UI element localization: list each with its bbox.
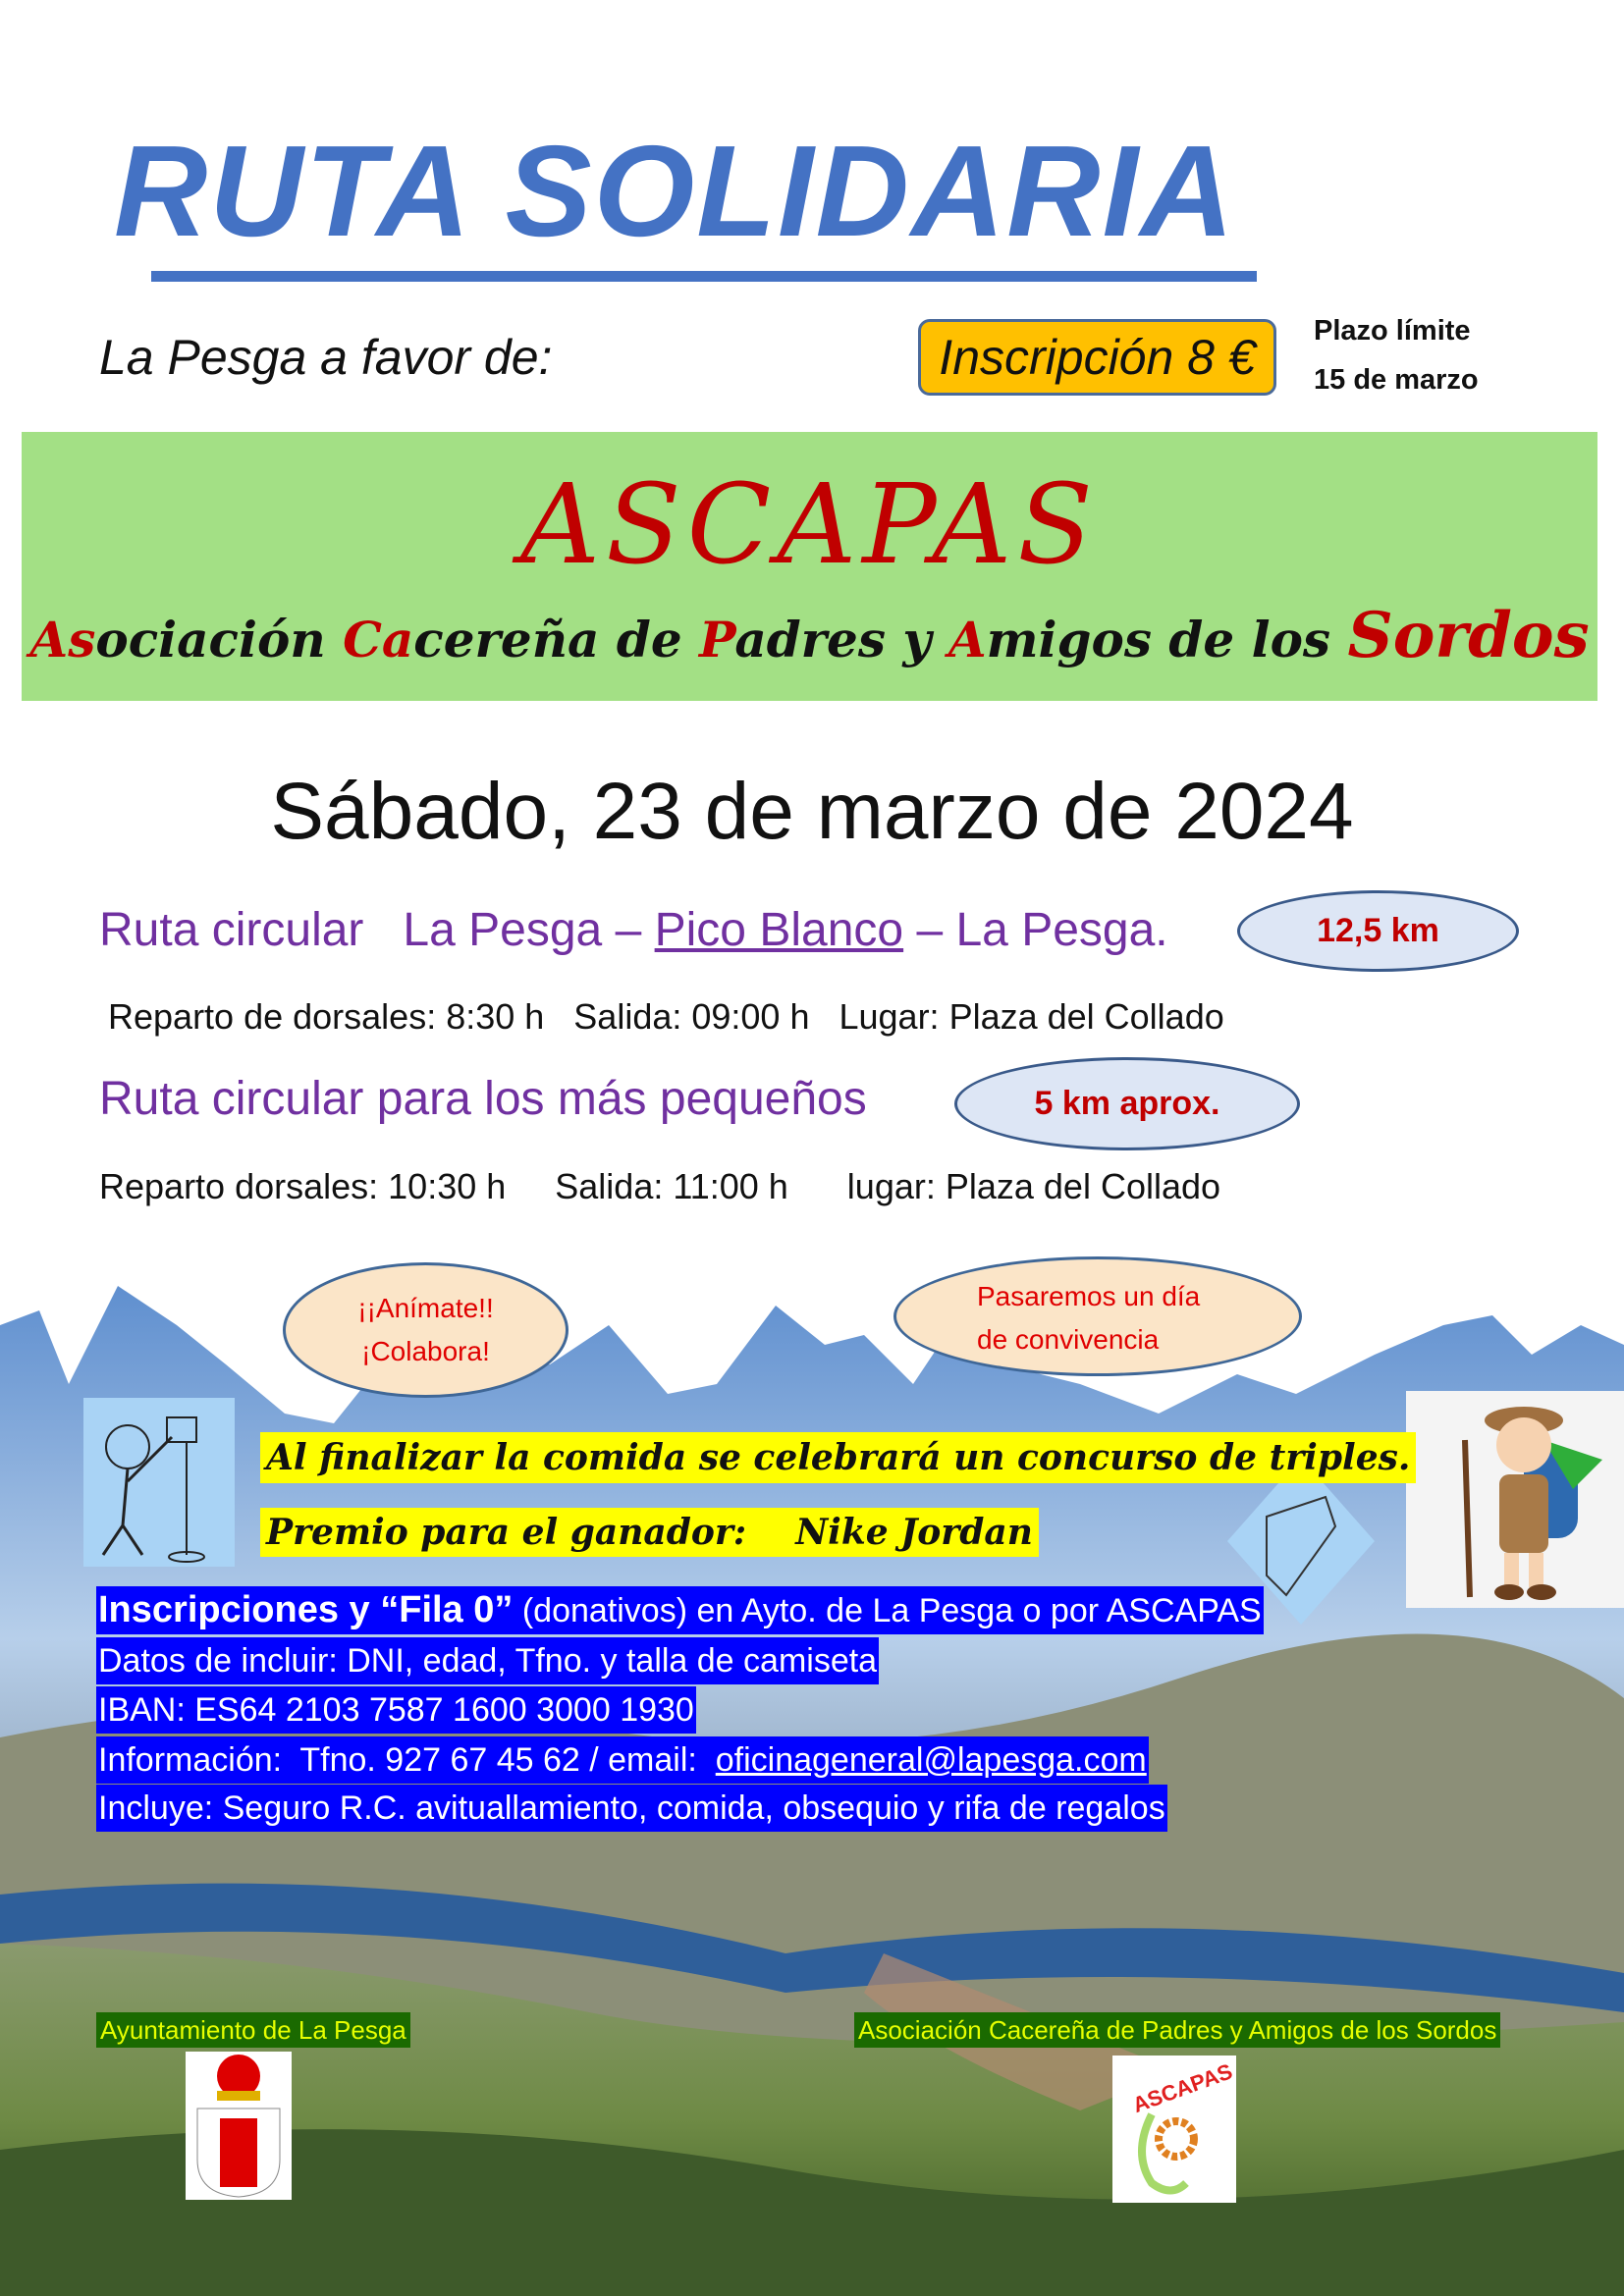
title-underline <box>151 271 1257 282</box>
email-link[interactable]: oficinageneral@lapesga.com <box>715 1741 1147 1779</box>
svg-text:ASCAPAS: ASCAPAS <box>1129 2058 1236 2118</box>
route1-details: Reparto de dorsales: 8:30 h Salida: 09:00 h Lugar: Plaza del Collado <box>108 996 1224 1037</box>
org-part: adres y <box>734 611 948 668</box>
page-title: RUTA SOLIDARIA <box>114 119 1236 263</box>
ascapas-logo <box>1112 2056 1236 2203</box>
contest-prize: Premio para el ganador: Nike Jordan <box>260 1508 1039 1557</box>
route2-details: Reparto dorsales: 10:30 h Salida: 11:00 h lugar: Plaza del Collado <box>99 1166 1221 1206</box>
route1-prefix: Ruta circular La Pesga – <box>99 904 655 956</box>
info-registration-rest: (donativos) en Ayto. de La Pesga o por ASCAPAS <box>513 1592 1262 1629</box>
subtitle: La Pesga a favor de: <box>99 330 553 385</box>
ascapas-label: Asociación Cacereña de Padres y Amigos de los Sordos <box>854 2012 1500 2048</box>
route1-suffix: – La Pesga. <box>903 904 1168 956</box>
org-part: A <box>947 611 987 668</box>
org-part: As <box>29 611 96 668</box>
info-required-data: Datos de incluir: DNI, edad, Tfno. y talla de camiseta <box>96 1637 879 1684</box>
info-contact-phone: Información: Tfno. 927 67 45 62 / email: <box>98 1741 716 1779</box>
speech-bubble-left <box>283 1262 568 1398</box>
hiker-boy-icon <box>1406 1391 1624 1608</box>
deadline <box>1314 306 1479 404</box>
org-part: Sordos <box>1347 599 1590 672</box>
org-name: ASCAPAS <box>520 461 1099 589</box>
ayuntamiento-label: Ayuntamiento de La Pesga <box>96 2012 410 2048</box>
org-part: P <box>699 611 735 668</box>
info-iban: IBAN: ES64 2103 7587 1600 3000 1930 <box>96 1686 696 1734</box>
deadline-date: 15 de marzo <box>1314 364 1479 396</box>
event-date: Sábado, 23 de marzo de 2024 <box>270 767 1354 856</box>
route1-distance: 12,5 km <box>1237 890 1519 972</box>
bubble-text: de convivencia <box>977 1324 1160 1355</box>
info-registration <box>96 1586 1264 1634</box>
basketball-player-icon <box>83 1398 235 1567</box>
coat-of-arms-logo <box>186 2052 292 2200</box>
org-part: cereña de <box>413 611 700 668</box>
inscription-badge: Inscripción 8 € <box>918 319 1276 396</box>
bubble-text: ¡¡Anímate!! <box>357 1293 494 1323</box>
route2-distance: 5 km aprox. <box>954 1057 1300 1150</box>
deadline-label: Plazo límite <box>1314 315 1471 347</box>
org-part: Ca <box>343 611 414 668</box>
organization-banner <box>22 432 1597 701</box>
pico-blanco-link[interactable]: Pico Blanco <box>654 904 904 956</box>
bubble-text: ¡Colabora! <box>361 1336 490 1366</box>
bubble-text: Pasaremos un día <box>977 1281 1201 1311</box>
org-full-name <box>22 599 1597 672</box>
contest-announcement: Al finalizar la comida se celebrará un concurso de triples. <box>260 1432 1416 1483</box>
info-contact <box>96 1736 1149 1784</box>
speech-bubble-right <box>893 1256 1302 1376</box>
info-registration-bold: Inscripciones y “Fila 0” <box>98 1589 514 1630</box>
route2-title: Ruta circular para los más pequeños <box>99 1073 867 1125</box>
org-part: migos de los <box>986 611 1348 668</box>
info-includes: Incluye: Seguro R.C. avituallamiento, comida, obsequio y rifa de regalos <box>96 1785 1167 1832</box>
route1-title <box>99 903 1168 957</box>
org-part: ociación <box>95 611 344 668</box>
